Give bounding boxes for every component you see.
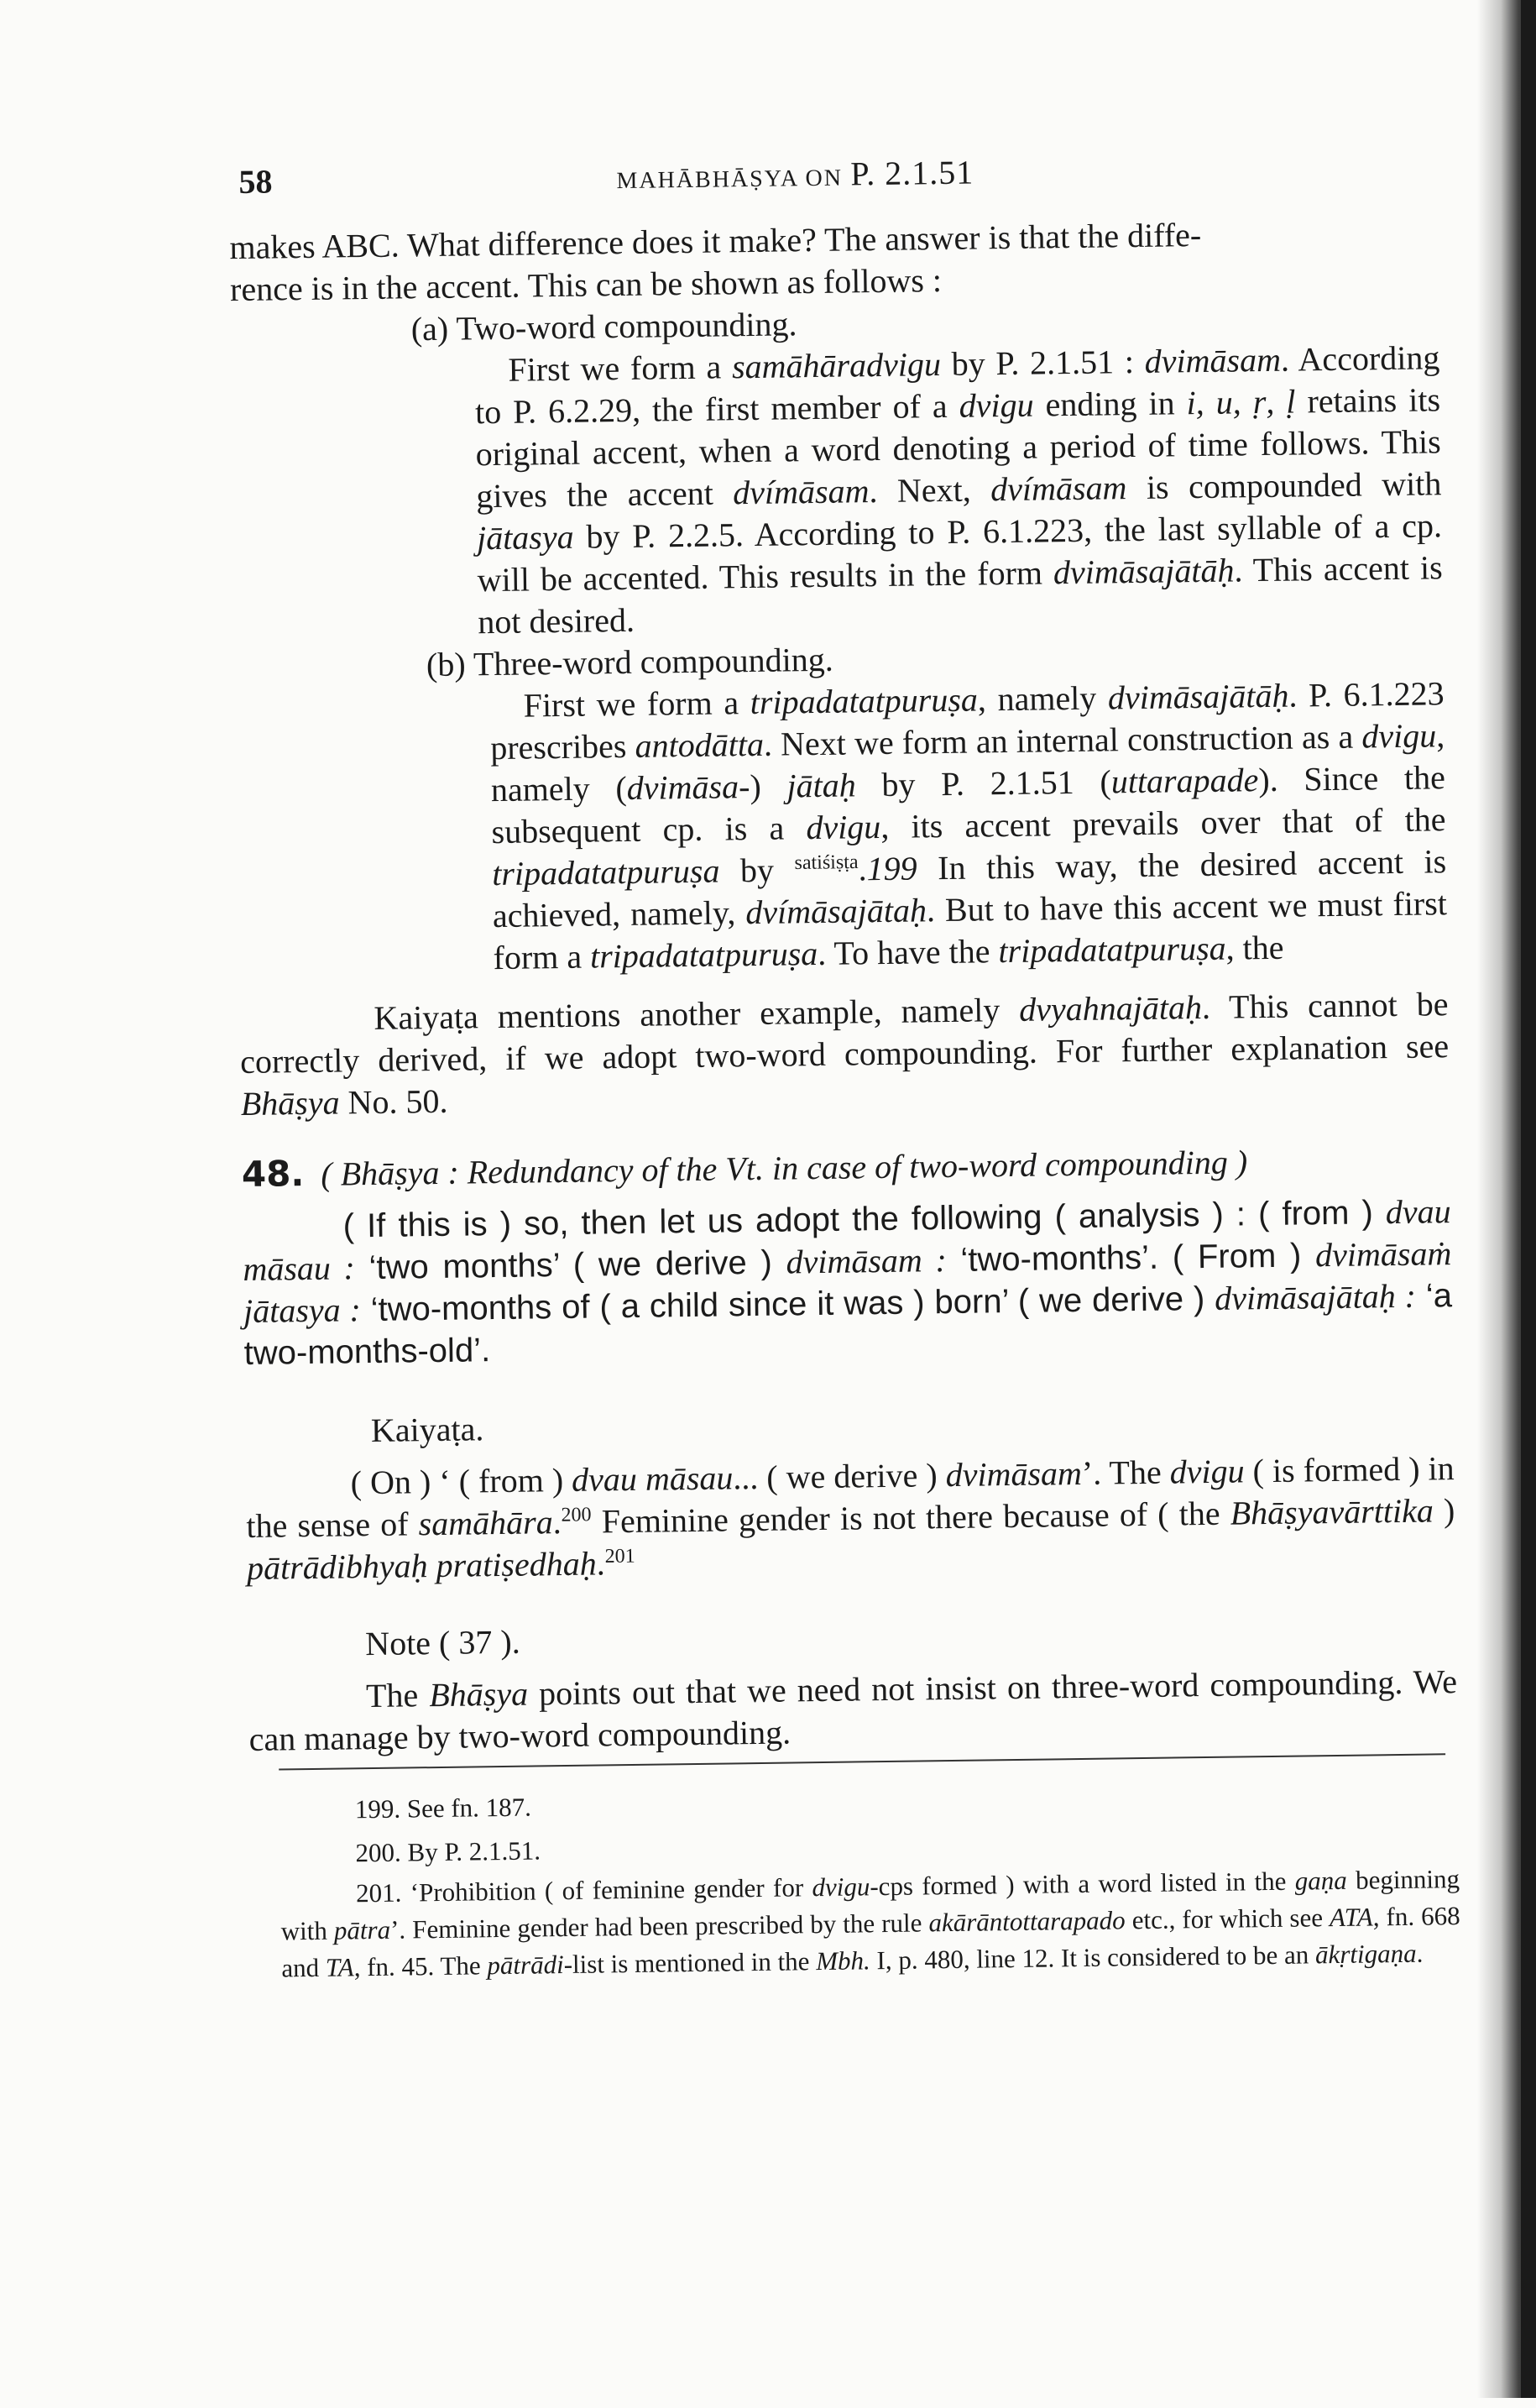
subsection-a-title: Two-word compounding. bbox=[456, 305, 797, 348]
subsection-b-text: First we form a tripadatatpuruṣa, namely dvimāsajātāḥ. P. 6.1.223 prescribes antodātta. Next we form an internal construction as a dvigu, namely (dvimāsa-) jātaḥ by P. 2.1.51 (uttarapade). Since the subsequent cp. is a dvigu, its accent prevails over that of the tripadatatpuruṣa by $^{satiśiṣṭa}$.199 In this way, the desired accent is achieved, namely, dvímāsajātaḥ. But to have this accent we must first form a tripadatatpuruṣa. To have the tripadatatpuruṣa, the bbox=[490, 674, 1448, 977]
subsection-a-text: First we form a samāhāradvigu by P. 2.1.51 : dvimāsam. According to P. 6.2.29, the first member of a dvigu ending in i, u, ṛ, ḷ retains its original accent, when a word denoting a period of time follows. This gives the accent dvímāsam. Next, dvímāsam is compounded with jātasya by P. 2.2.5. According to P. 6.1.223, the last syllable of a cp. will be accented. This results in the form dvimāsajātāḥ. This accent is not desired. bbox=[474, 338, 1443, 641]
paragraph-line: makes ABC. What difference does it make? The answer is that the diffe- bbox=[229, 215, 1202, 267]
running-title bbox=[616, 152, 974, 196]
kaiyata-label: Kaiyaṭa. bbox=[370, 1410, 484, 1450]
footnotes bbox=[250, 1777, 1461, 1987]
running-header bbox=[238, 146, 1431, 212]
subsection-b-title: Three-word compounding. bbox=[473, 640, 833, 683]
main-text bbox=[229, 211, 1460, 1987]
footnote-ref-199: satiśiṣṭa bbox=[794, 851, 859, 875]
kaiyata-commentary: ( On ) ‘ ( from ) dvau māsau... ( we derive ) dvimāsam’. The dvigu ( is formed ) in the sense of samāhāra.$^{200}$ Feminine gender is not there because of ( the Bhāṣyavārttika ) pātrādibhyaḥ pratiṣedhaḥ.$^{201}$ bbox=[246, 1449, 1455, 1587]
translation-paragraph: ( If this is ) so, then let us adopt the following ( analysis ) : ( from ) dvau māsau : ‘two months’ ( we derive ) dvimāsam : ‘two-months’. ( From ) dvimāsaṁ jātasya : ‘two-months of ( a child since it was ) born’ ( we derive ) dvimāsajātaḥ : ‘a two-months-old’. bbox=[243, 1192, 1453, 1372]
footnote-199: 199. See fn. 187. bbox=[354, 1792, 532, 1824]
note-paragraph: The Bhāṣya points out that we need not insist on three-word compounding. We can manage by two-word compounding. bbox=[248, 1662, 1458, 1758]
footnote-201: 201. ‘Prohibition ( of feminine gender for dvigu-cps formed ) with a word listed in the gaṇa beginning with pātra’. Feminine gender had been prescribed by the rule akārāntottarapado etc., for which see ATA, fn. 668 and TA, fn. 45. The pātrādi-list is mentioned in the Mbh. I, p. 480, line 12. It is considered to be an ākṛtigaṇa. bbox=[280, 1864, 1460, 1983]
running-title-text: MAHĀBHĀṢYA ON bbox=[616, 165, 844, 195]
note-label: Note ( 37 ). bbox=[364, 1622, 520, 1663]
running-title-ref: P. 2.1.51 bbox=[850, 153, 974, 193]
paragraph-line: rence is in the accent. This can be shown as follows : bbox=[229, 261, 943, 309]
section-heading bbox=[242, 1138, 1451, 1196]
footnote-ref-201: 201 bbox=[604, 1545, 635, 1568]
footnote-ref-200: 200 bbox=[561, 1504, 592, 1526]
subsection-a-label: (a) bbox=[410, 309, 449, 348]
kaiyata-paragraph: Kaiyaṭa mentions another example, namely dvyahnajātaḥ. This cannot be correctly derived, if we adopt two-word compounding. For further explanation see Bhāṣya No. 50. bbox=[239, 985, 1450, 1123]
subsection-b-body bbox=[235, 673, 1447, 982]
section-title: ( Bhāṣya : Redundancy of the Vt. in case of two-word compounding ) bbox=[321, 1143, 1248, 1193]
page-number: 58 bbox=[238, 162, 273, 201]
footnote-200: 200. By P. 2.1.51. bbox=[355, 1835, 541, 1868]
subsection-a-body bbox=[231, 337, 1443, 646]
subsection-b-label: (b) bbox=[426, 645, 466, 684]
section-number: 48. bbox=[241, 1153, 305, 1196]
